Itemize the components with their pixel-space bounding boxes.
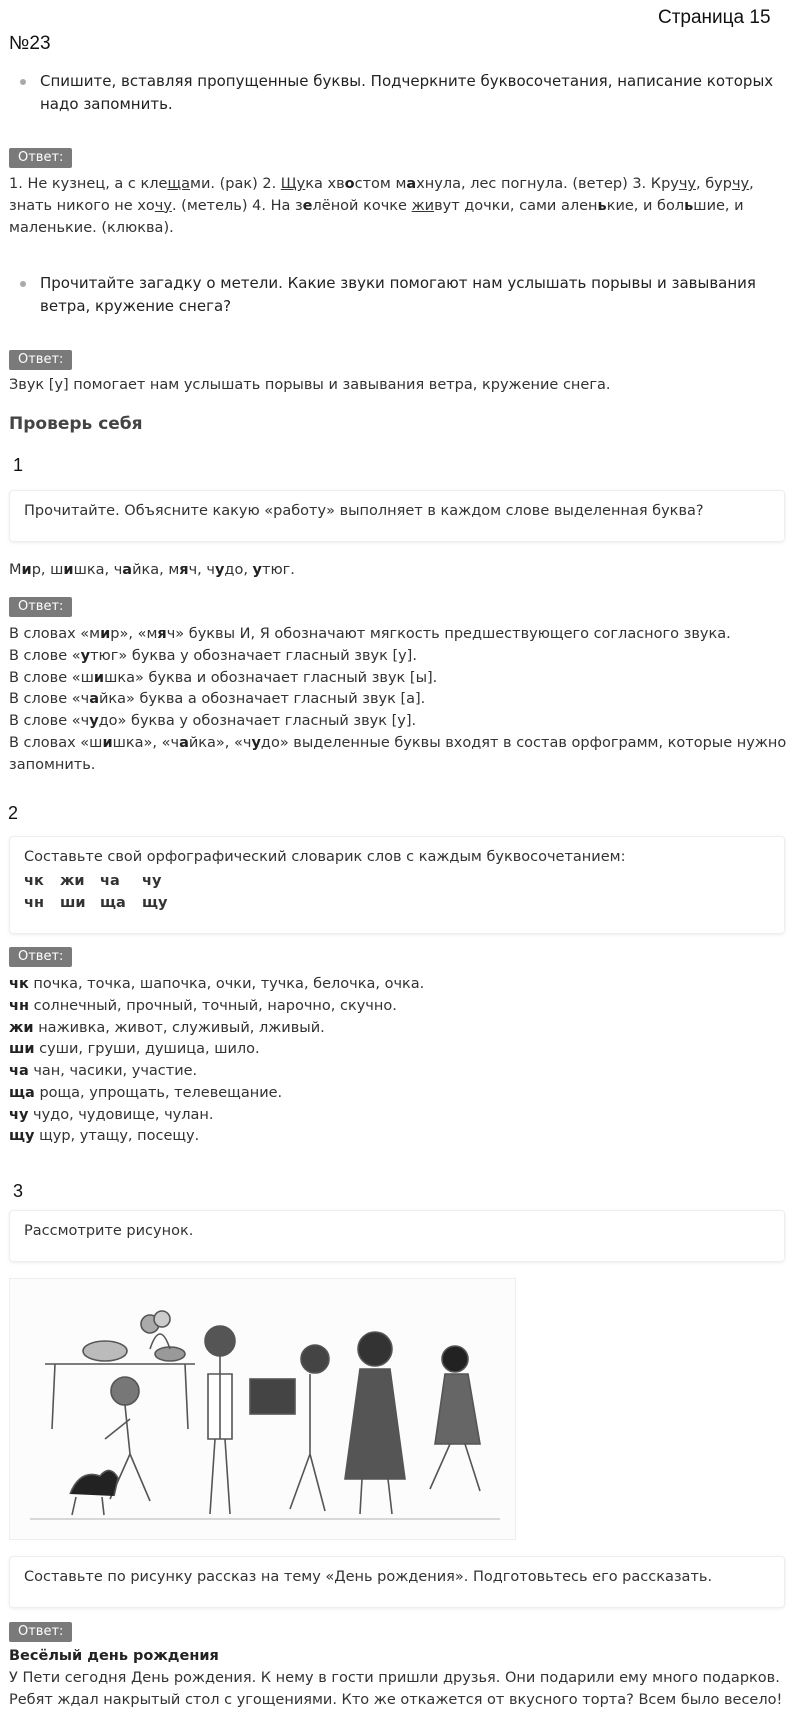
task-instruction-1: Спишите, вставляя пропущенные буквы. Подчеркните буквосочетания, написание которых надо запомнить.: [20, 70, 810, 117]
answer-badge: Ответ:: [9, 597, 72, 617]
list-item: жи наживка, живот, служивый, лживый.: [9, 1019, 325, 1036]
answer-badge: Ответ:: [9, 947, 72, 967]
answer-badge: Ответ:: [9, 148, 72, 168]
task-number: №23: [9, 33, 51, 54]
answer-letters-explanation: В словах «мир», «мяч» буквы И, Я обозначают мягкость предшествующего согласного звука. В слове «утюг» буква у обозначает гласный звук [у]. В слове «шишка» буква и обозначает гласный звук [ы]. В слове «чайка» буква а обозначает гласный звук [а]. В слове «чудо» буква у обозначает гласный звук [у]. В словах «шишка», «чайка», «чудо» выделенные буквы входят в состав орфограмм, которые нужно запомнить.: [9, 626, 787, 773]
task-box: [9, 1556, 785, 1608]
list-item: ши суши, груши, душица, шило.: [9, 1041, 260, 1058]
list-item: чк почка, точка, шапочка, очки, тучка, белочка, очка.: [9, 976, 425, 992]
answer-badge: Ответ:: [9, 350, 72, 370]
story-title: Весёлый день рождения: [9, 1648, 219, 1664]
task-box: [9, 490, 785, 542]
list-item: щу щур, утащу, посещу.: [9, 1128, 200, 1145]
task-text: Составьте по рисунку рассказ на тему «День рождения». Подготовьтесь его рассказать.: [24, 1569, 713, 1585]
letter-combinations: чк жи ча чу чн ши ща щу: [24, 872, 168, 911]
answer-badge: Ответ:: [9, 1622, 72, 1642]
story: [9, 1646, 799, 1711]
answer-blizzard: Звук [у] помогает нам услышать порывы и завывания ветра, кружение снега.: [9, 377, 611, 393]
task-instruction-2: Прочитайте загадку о метели. Какие звуки помогают нам услышать порывы и завывания ветра, кружение снега?: [20, 272, 810, 319]
birthday-illustration-drawing: [10, 1279, 515, 1539]
task-box: [9, 1210, 785, 1262]
task-text: Рассмотрите рисунок.: [24, 1223, 194, 1239]
list-item: чу чудо, чудовище, чулан.: [9, 1106, 214, 1123]
page-number: Страница 15: [658, 7, 771, 28]
section-number: 1: [13, 455, 24, 475]
word-list: Мир, шишка, чайка, мяч, чудо, утюг.: [9, 562, 295, 578]
birthday-illustration: [9, 1278, 516, 1540]
answer-riddles: 1. Не кузнец, а с клещами. (рак) 2. Щука хвостом махнула, лес погнула. (ветер) 3. Кручу, бурчу, знать никого не хочу. (метель) 4. На зелёной кочке живут дочки, сами аленькие, и большие, и маленькие. (клюква).: [9, 176, 754, 236]
dictionary-list: [9, 974, 799, 1148]
list-item: ща роща, упрощать, телевещание.: [9, 1084, 283, 1101]
task-box: [9, 836, 785, 934]
section-number: 2: [8, 803, 19, 823]
list-item: чн солнечный, прочный, точный, нарочно, скучно.: [9, 997, 397, 1014]
check-yourself-heading: Проверь себя: [9, 414, 143, 434]
task-text: Составьте свой орфографический словарик слов с каждым буквосочетанием:: [24, 849, 626, 865]
list-item: ча чан, часики, участие.: [9, 1063, 198, 1079]
section-number: 3: [13, 1181, 24, 1201]
story-text: У Пети сегодня День рождения. К нему в гости пришли друзья. Они подарили ему много подарков. Ребят ждал накрытый стол с угощениями. Кто же откажется от вкусного торта? Всем было весело!: [9, 1669, 783, 1708]
task-text: Прочитайте. Объясните какую «работу» выполняет в каждом слове выделенная буква?: [24, 503, 704, 519]
